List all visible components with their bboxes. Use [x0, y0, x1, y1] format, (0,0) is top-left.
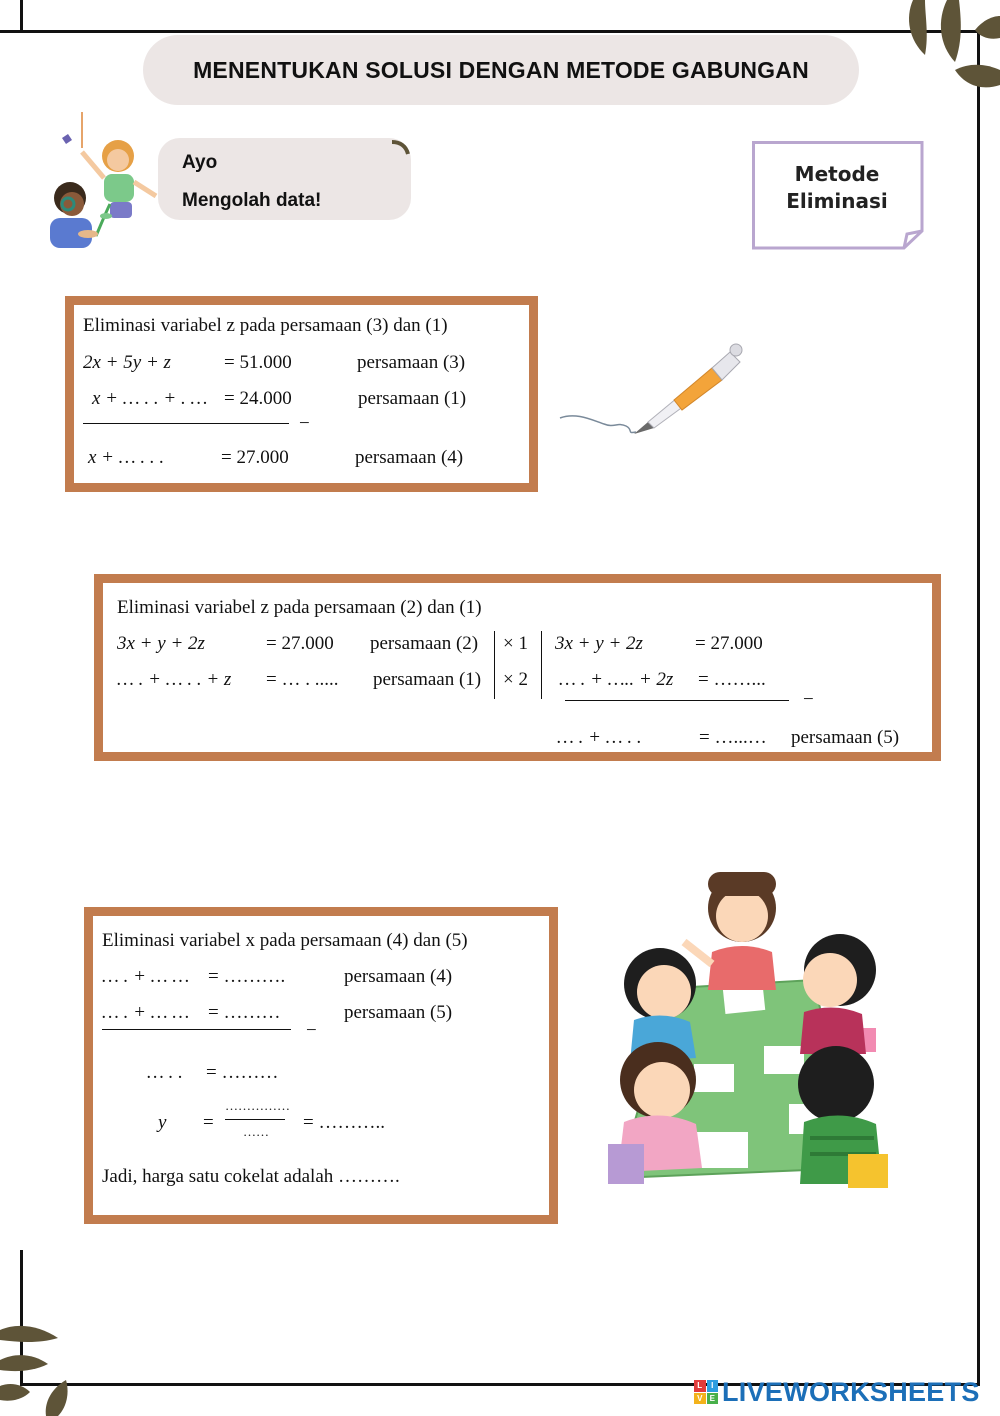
box3-row3-value: = ……… [206, 1062, 279, 1083]
page-title: MENENTUKAN SOLUSI DENGAN METODE GABUNGAN [193, 56, 809, 83]
box3-heading: Eliminasi variabel x pada persamaan (4) dan (5) [102, 930, 468, 951]
method-card-text [752, 161, 922, 215]
method-card [752, 141, 922, 248]
box3-minus-sign: − [306, 1020, 317, 1041]
box2-row1-expression: 3x + y + 2z [117, 633, 205, 654]
box3-y-equals: = [203, 1112, 214, 1133]
page-title-banner [143, 35, 859, 105]
box3-y-result: = ……….. [303, 1112, 385, 1133]
leaf-decoration-top-right [895, 0, 1000, 100]
box1-minus-sign: − [299, 413, 310, 434]
box3-fraction-denominator: …… [243, 1124, 269, 1139]
box3-row3-expression: … . . [147, 1062, 183, 1083]
box3-conclusion: Jadi, harga satu cokelat adalah ………. [102, 1166, 400, 1187]
group-discussion-illustration [604, 868, 894, 1192]
elimination-box-1 [65, 296, 538, 492]
liveworksheets-logo-mark [694, 1380, 718, 1404]
box2-right-row1-expression: 3x + y + 2z [555, 633, 643, 654]
box2-row2-expression: … . + … . . + z [117, 669, 232, 690]
pen-illustration [556, 338, 744, 442]
intro-speech-bubble [158, 138, 411, 220]
box2-right-row1-value: = 27.000 [695, 633, 763, 654]
box2-row1-label: persamaan (2) [370, 633, 479, 654]
method-card-line2: Eliminasi [786, 189, 888, 213]
box2-right-row2-expression: … . + ….. + 2z [559, 669, 674, 690]
logo-mark-cell: L [694, 1380, 706, 1392]
box1-row3-label: persamaan (4) [355, 447, 464, 468]
box3-row2-value: = ……… [208, 1002, 281, 1023]
method-card-line1: Metode [794, 162, 880, 186]
liveworksheets-logo[interactable] [694, 1377, 980, 1407]
logo-mark-cell: I [707, 1380, 719, 1392]
box2-minus-sign: − [803, 689, 814, 710]
box1-row2-expression: x + … . . + . … [92, 388, 208, 409]
box2-result-value: = …...… [699, 727, 767, 748]
box1-row1-expression: 2x + 5y + z [83, 352, 171, 373]
box3-y-variable: y [158, 1112, 167, 1133]
box2-multiplier-1: × 1 [503, 633, 528, 654]
box2-right-row2-value: = ……... [698, 669, 766, 690]
box1-row2-label: persamaan (1) [358, 388, 467, 409]
box3-row1-label: persamaan (4) [344, 966, 453, 987]
box2-row2-label: persamaan (1) [373, 669, 482, 690]
logo-mark-cell: E [707, 1393, 719, 1405]
box1-row2-value: = 24.000 [224, 388, 292, 409]
box2-result-expression: … . + … . . [557, 727, 642, 748]
elimination-box-3 [84, 907, 558, 1224]
intro-line-ayo: Ayo [182, 152, 218, 173]
box1-row3-value: = 27.000 [221, 447, 289, 468]
bubble-corner-mark [390, 140, 410, 156]
box1-row1-label: persamaan (3) [357, 352, 466, 373]
box3-fraction-numerator: …………… [225, 1098, 290, 1113]
box2-multiplier-bar-left [494, 631, 495, 699]
elimination-box-2 [94, 574, 941, 761]
box3-row2-label: persamaan (5) [344, 1002, 453, 1023]
liveworksheets-wordmark: LIVEWORKSHEETS [722, 1376, 980, 1407]
box2-sum-line [565, 700, 789, 701]
logo-mark-cell: V [694, 1393, 706, 1405]
box2-multiplier-bar-right [541, 631, 542, 699]
box3-row1-expression: … . + … … [102, 966, 190, 987]
leaf-decoration-bottom-left [0, 1322, 75, 1416]
box3-fraction-bar [225, 1119, 285, 1120]
box2-row2-value: = … . ..... [266, 669, 339, 690]
intro-line-mengolah: Mengolah data! [182, 190, 322, 211]
box1-heading: Eliminasi variabel z pada persamaan (3) dan (1) [83, 315, 448, 336]
box3-row1-value: = ………. [208, 966, 286, 987]
frame-line [977, 30, 980, 1386]
box2-heading: Eliminasi variabel z pada persamaan (2) dan (1) [117, 597, 482, 618]
box1-sum-line [83, 423, 289, 424]
box1-row3-expression: x + … . . . [88, 447, 165, 468]
box3-row2-expression: … . + … … [102, 1002, 190, 1023]
box3-sum-line [102, 1029, 291, 1030]
box2-result-label: persamaan (5) [791, 727, 900, 748]
box2-multiplier-2: × 2 [503, 669, 528, 690]
kids-illustration [46, 112, 162, 252]
frame-line [0, 30, 980, 33]
frame-line [20, 0, 23, 32]
box2-row1-value: = 27.000 [266, 633, 334, 654]
box1-row1-value: = 51.000 [224, 352, 292, 373]
